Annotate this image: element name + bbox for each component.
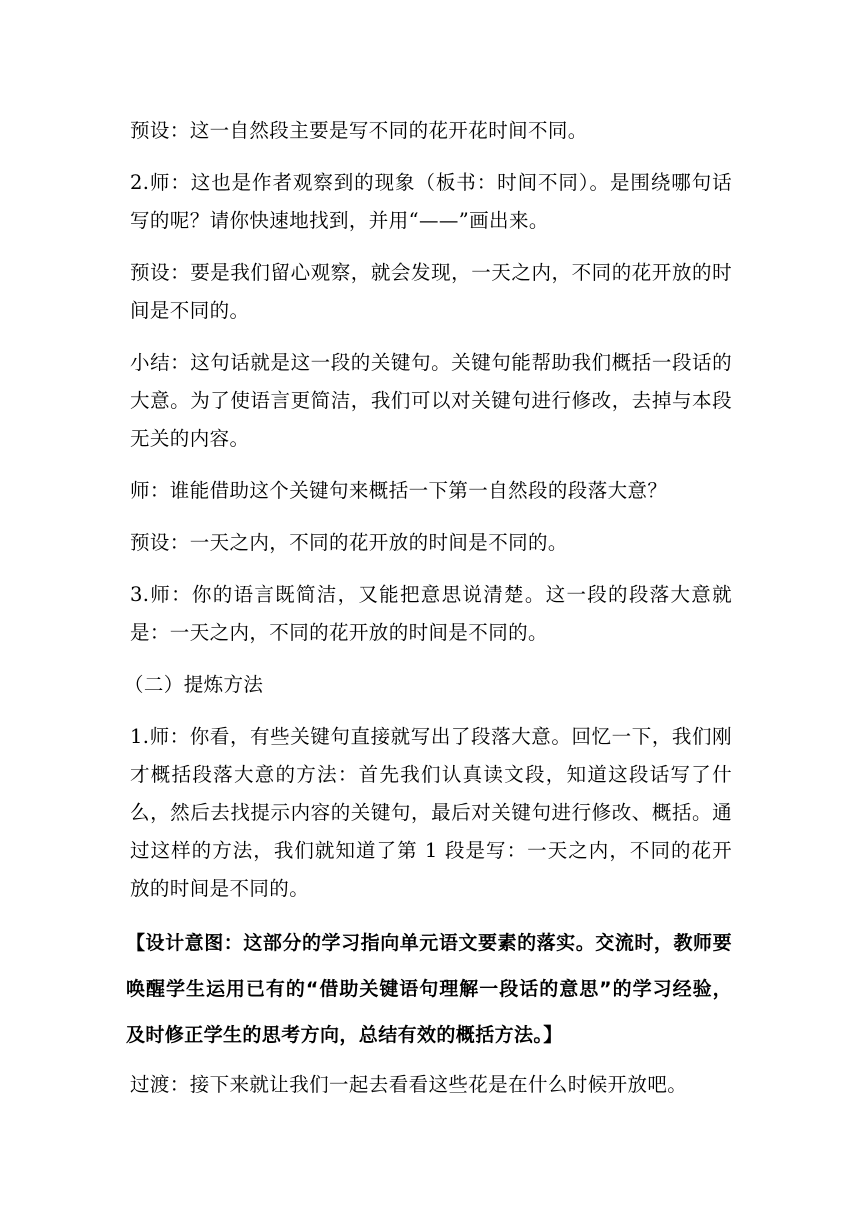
document-body bbox=[124, 112, 732, 1118]
paragraph-teacher-question: 师：谁能借助这个关键句来概括一下第一自然段的段落大意？ bbox=[130, 479, 668, 502]
paragraph-summary: 小结：这句话就是这一段的关键句。关键句能帮助我们概括一段话的大意。为了使语言更简洁，我们可以对关键句进行修改，去掉与本段无关的内容。 bbox=[130, 351, 732, 450]
paragraph-preset-3: 预设：一天之内，不同的花开放的时间是不同的。 bbox=[130, 531, 568, 554]
paragraph-teacher-2: 2.师：这也是作者观察到的现象（板书：时间不同）。是围绕哪句话写的呢？请你快速地找到，并用“——”画出来。 bbox=[130, 171, 732, 232]
paragraph-preset-2: 预设：要是我们留心观察，就会发现，一天之内，不同的花开放的时间是不同的。 bbox=[130, 261, 732, 322]
paragraph-teacher-method: 1.师：你看，有些关键句直接就写出了段落大意。回忆一下，我们刚才概括段落大意的方法：首先我们认真读文段，知道这段话写了什么，然后去找提示内容的关键句，最后对关键句进行修改、概括。通过这样的方法，我们就知道了第 1 段是写：一天之内，不同的花开放的时间是不同的。 bbox=[130, 725, 732, 900]
paragraph-teacher-3: 3.师：你的语言既简洁，又能把意思说清楚。这一段的段落大意就是：一天之内，不同的花开放的时间是不同的。 bbox=[130, 583, 732, 644]
design-intent-note: 【设计意图：这部分的学习指向单元语文要素的落实。交流时，教师要唤醒学生运用已有的“借助关键语句理解一段话的意思”的学习经验，及时修正学生的思考方向，总结有效的概括方法。】 bbox=[126, 932, 732, 1046]
paragraph-transition: 过渡：接下来就让我们一起去看看这些花是在什么时候开放吧。 bbox=[130, 1073, 688, 1096]
paragraph-preset-1: 预设：这一自然段主要是写不同的花开花时间不同。 bbox=[130, 119, 588, 142]
section-heading-method: （二）提炼方法 bbox=[124, 673, 264, 696]
